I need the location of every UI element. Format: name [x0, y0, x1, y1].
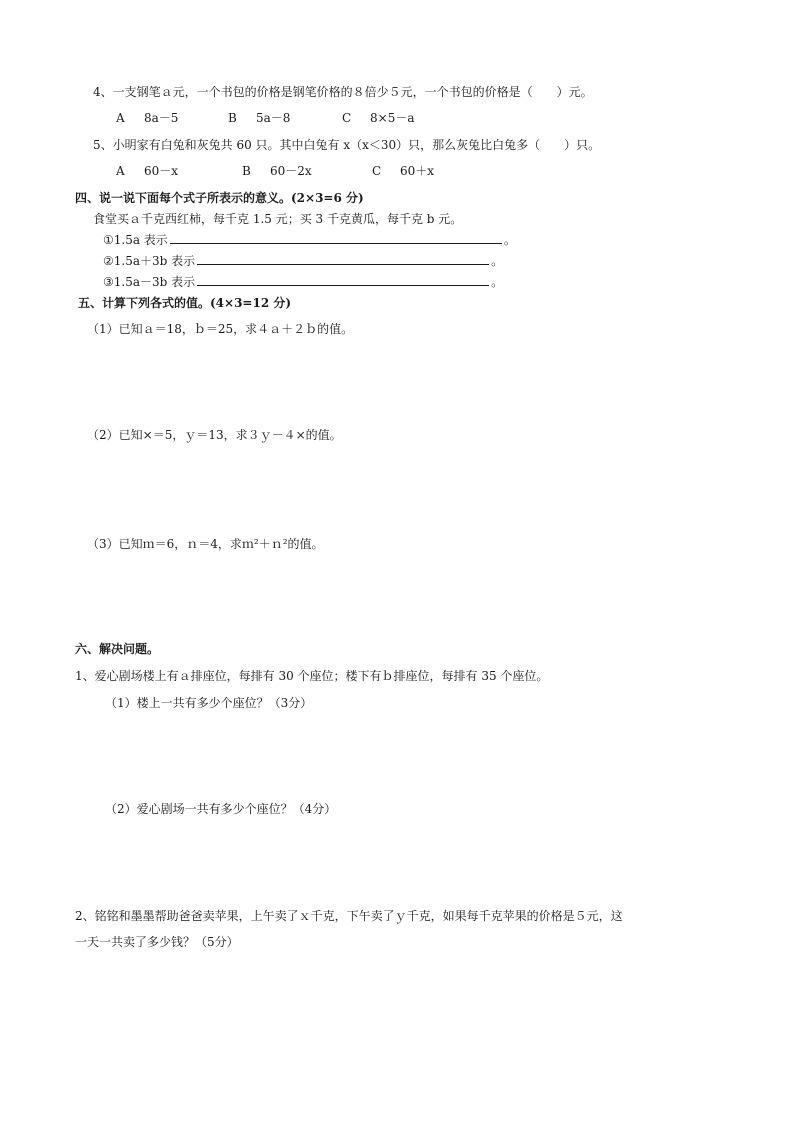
problem-1-sub-2: （2）爱心剧场一共有多少个座位？（4分） — [105, 802, 337, 816]
period: 。 — [503, 233, 516, 247]
problem-1-sub-1: （1）楼上一共有多少个座位？（3分） — [105, 696, 313, 710]
option-b — [228, 110, 342, 126]
option-c — [372, 163, 434, 179]
answer-blank[interactable] — [170, 232, 502, 244]
option-letter: C — [372, 164, 382, 178]
question-5-text: 5、小明家有白兔和灰兔共 60 只。其中白兔有 x（x＜30）只，那么灰兔比白兔多（ ）只。 — [93, 138, 601, 152]
problem-1-text: 1、爱心剧场楼上有ａ排座位，每排有 30 个座位；楼下有ｂ排座位，每排有 35 个座位。 — [75, 669, 549, 683]
option-value: 5a－8 — [256, 111, 291, 125]
problem-2-line-1: 2、铭铭和墨墨帮助爸爸卖苹果，上午卖了ｘ千克，下午卖了ｙ千克，如果每千克苹果的价格是５元，这 — [75, 909, 623, 923]
section-6-heading: 六、解决问题。 — [75, 642, 160, 656]
question-5-options — [116, 163, 434, 179]
meaning-label: ③1.5a－3b 表示 — [103, 275, 196, 289]
option-a — [116, 110, 228, 126]
option-letter: A — [116, 164, 125, 178]
option-b — [242, 163, 372, 179]
option-value: 8a－5 — [144, 111, 179, 125]
problem-2-line-2: 一天一共卖了多少钱？（5分） — [75, 935, 239, 949]
option-a — [116, 163, 242, 179]
option-letter: B — [242, 164, 251, 178]
option-value: 8×5－a — [370, 111, 415, 125]
question-4-options — [116, 110, 414, 126]
answer-blank[interactable] — [197, 274, 489, 286]
calc-item-2: （2）已知×＝5，ｙ＝13，求３ｙ－４×的值。 — [87, 428, 342, 442]
option-value: 60＋x — [400, 164, 435, 178]
option-value: 60－2x — [270, 164, 312, 178]
answer-blank[interactable] — [197, 253, 489, 265]
period: 。 — [491, 275, 504, 289]
section-4-heading: 四、说一说下面每个式子所表示的意义。(2×3=6 分) — [75, 191, 364, 205]
meaning-label: ②1.5a＋3b 表示 — [103, 254, 196, 268]
calc-item-3: （3）已知ｍ＝6，ｎ＝4，求ｍ²＋ｎ²的值。 — [87, 537, 324, 551]
meaning-item-3 — [103, 274, 503, 290]
meaning-item-1 — [103, 232, 516, 248]
option-c — [342, 110, 414, 126]
calc-item-1: （1）已知ａ＝18，ｂ＝25，求４ａ＋２ｂ的值。 — [87, 322, 354, 336]
option-letter: C — [342, 111, 352, 125]
option-letter: B — [228, 111, 237, 125]
period: 。 — [491, 254, 504, 268]
option-letter: A — [116, 111, 125, 125]
option-value: 60－x — [144, 164, 179, 178]
question-4-text: 4、一支钢笔ａ元，一个书包的价格是钢笔价格的８倍少５元，一个书包的价格是（ ）元。 — [93, 85, 593, 99]
meaning-label: ①1.5a 表示 — [103, 233, 168, 247]
section-4-context: 食堂买ａ千克西红柿，每千克 1.5 元；买 3 千克黄瓜，每千克 b 元。 — [93, 212, 463, 226]
section-5-heading: 五、计算下列各式的值。(4×3=12 分) — [78, 296, 292, 310]
meaning-item-2 — [103, 253, 503, 269]
